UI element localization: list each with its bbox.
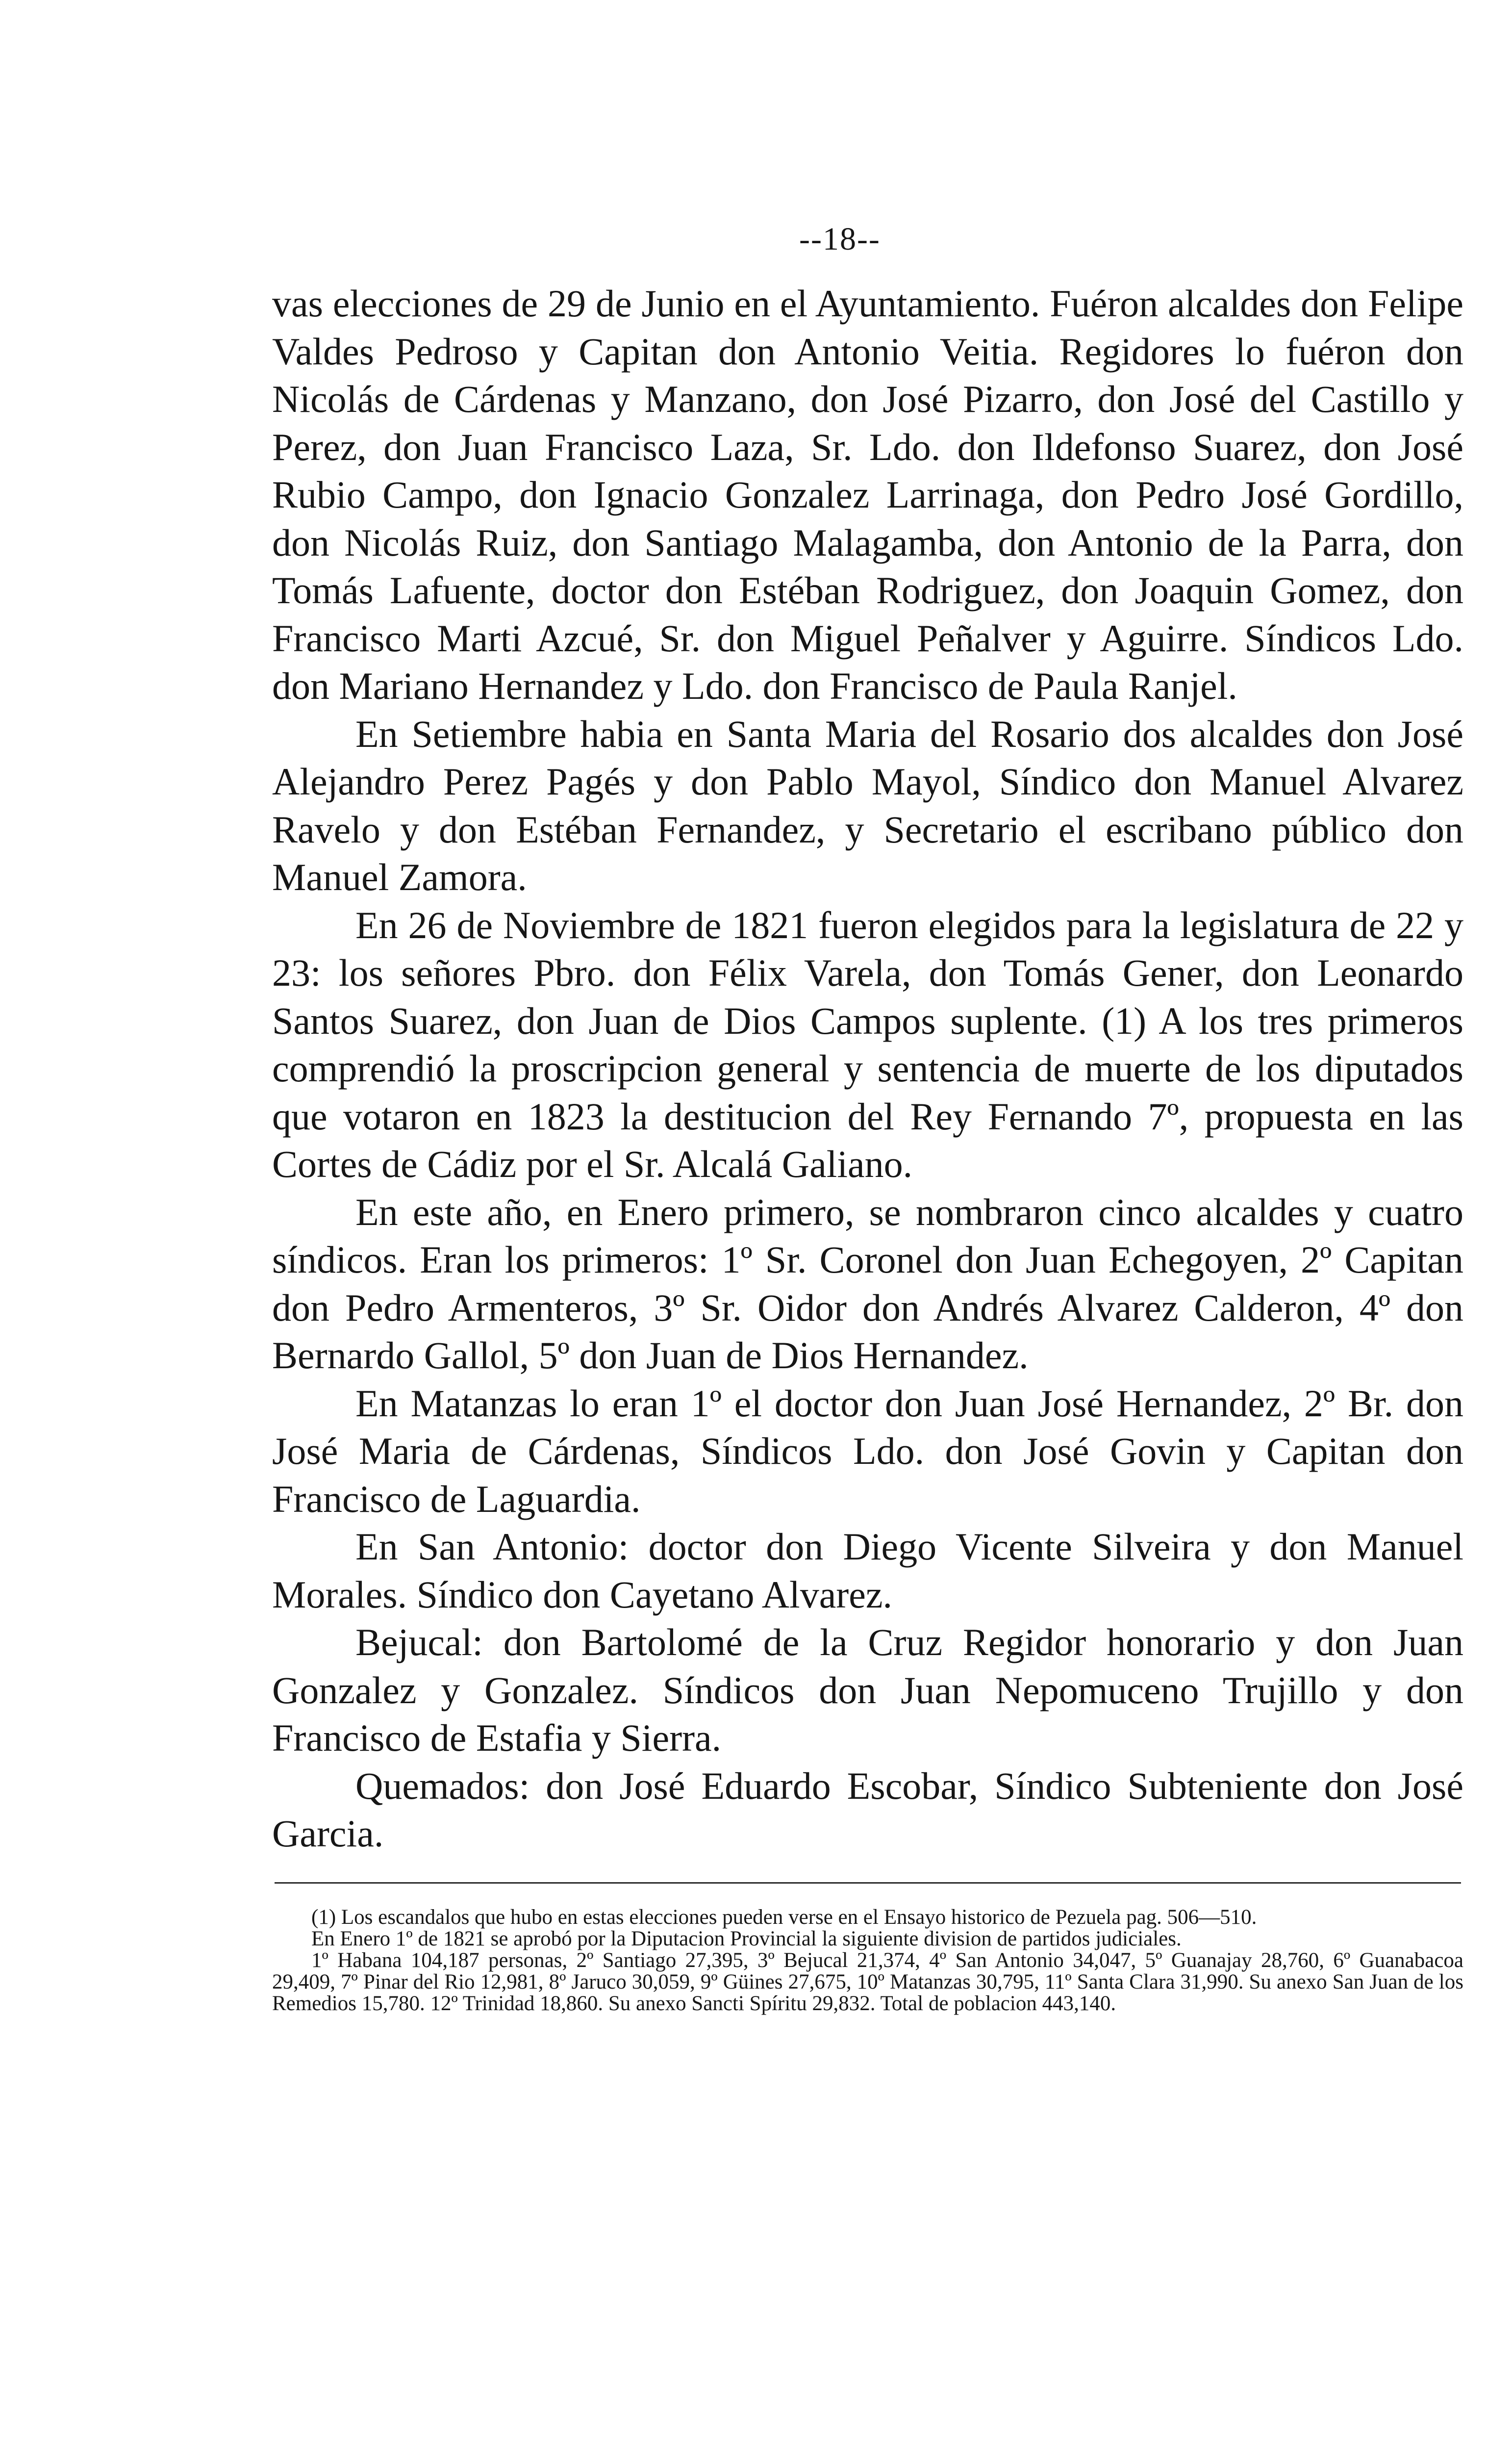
paragraph: vas elecciones de 29 de Junio en el Ayuntamiento. Fuéron alcaldes don Felipe Valdes Pedroso y Capitan don Antonio Veitia. Regidores lo fuéron don Nicolás de Cárdenas y Manzano, don José Pizarro, don José del Castillo y Perez, don Juan Francisco Laza, Sr. Ldo. don Ildefonso Suarez, don José Rubio Campo, don Ignacio Gonzalez Larrinaga, don Pedro José Gordillo, don Nicolás Ruiz, don Santiago Malagamba, don Antonio de la Parra, don Tomás Lafuente, doctor don Estéban Rodriguez, don Joaquin Gomez, don Francisco Marti Azcué, Sr. don Miguel Peñalver y Aguirre. Síndicos Ldo. don Mariano Hernandez y Ldo. don Francisco de Paula Ranjel. — [272, 282, 1463, 707]
footnote: En Enero 1º de 1821 se aprobó por la Diputacion Provincial la siguiente division de partidos judiciales. — [311, 1927, 1182, 1950]
footnote: 1º Habana 104,187 personas, 2º Santiago 27,395, 3º Bejucal 21,374, 4º San Antonio 34,047, 5º Guanajay 28,760, 6º Guanabacoa 29,409, 7º Pinar del Rio 12,981, 8º Jaruco 30,059, 9º Güines 27,675, 10º Matanzas 30,795, 11º Santa Clara 31,990. Su anexo San Juan de los Remedios 15,780. 12º Trinidad 18,860. Su anexo Sancti Spíritu 29,832. Total de poblacion 443,140. — [272, 1949, 1463, 2015]
paragraph: En este año, en Enero primero, se nombraron cinco alcaldes y cuatro síndicos. Eran los primeros: 1º Sr. Coronel don Juan Echegoyen, 2º Capitan don Pedro Armenteros, 3º Sr. Oidor don Andrés Alvarez Calderon, 4º don Bernardo Gallol, 5º don Juan de Dios Hernandez. — [272, 1190, 1463, 1377]
paragraph: Bejucal: don Bartolomé de la Cruz Regidor honorario y don Juan Gonzalez y Gonzalez. Síndicos don Juan Nepomuceno Trujillo y don Francisco de Estafia y Sierra. — [272, 1621, 1463, 1759]
footnotes — [272, 1907, 1463, 2015]
paragraph: Quemados: don José Eduardo Escobar, Síndico Subteniente don José Garcia. — [272, 1764, 1463, 1855]
paragraph: En Setiembre habia en Santa Maria del Rosario dos alcaldes don José Alejandro Perez Pagés y don Pablo Mayol, Síndico don Manuel Alvarez Ravelo y don Estéban Fernandez, y Secretario el escribano público don Manuel Zamora. — [272, 712, 1463, 898]
paragraph: En 26 de Noviembre de 1821 fueron elegidos para la legislatura de 22 y 23: los señores Pbro. don Félix Varela, don Tomás Gener, don Leonardo Santos Suarez, don Juan de Dios Campos suplente. (1) A los tres primeros comprendió la proscripcion general y sentencia de muerte de los diputados que votaron en 1823 la destitucion del Rey Fernando 7º, propuesta en las Cortes de Cádiz por el Sr. Alcalá Galiano. — [272, 903, 1463, 1185]
page-number: --18-- — [799, 221, 881, 257]
body-text — [272, 280, 1463, 1858]
footnote-divider — [275, 1882, 1461, 1884]
paragraph: En Matanzas lo eran 1º el doctor don Juan José Hernandez, 2º Br. don José Maria de Cárdenas, Síndicos Ldo. don José Govin y Capitan don Francisco de Laguardia. — [272, 1381, 1463, 1520]
footnote: (1) Los escandalos que hubo en estas elecciones pueden verse en el Ensayo historico de Pezuela pag. 506—510. — [311, 1906, 1257, 1929]
paragraph: En San Antonio: doctor don Diego Vicente Silveira y don Manuel Morales. Síndico don Cayetano Alvarez. — [272, 1525, 1463, 1616]
